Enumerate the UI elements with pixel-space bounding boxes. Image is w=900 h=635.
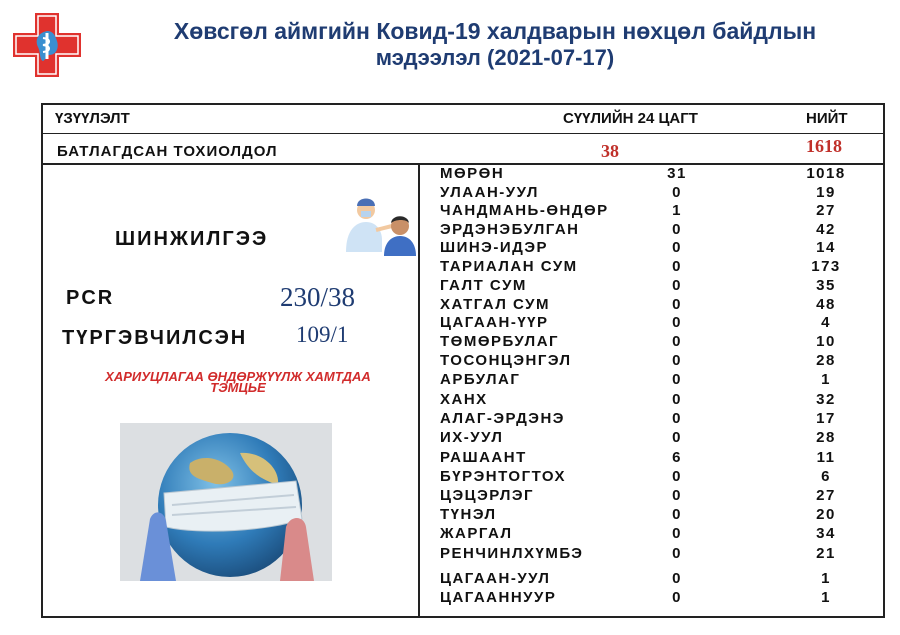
- soum-name: РАШААНТ: [440, 449, 527, 466]
- soum-row: [440, 410, 836, 429]
- soum-name: ЦАГААН-ҮҮР: [440, 314, 549, 331]
- soum-row: [440, 589, 831, 608]
- rapid-test-value: 109/1: [296, 322, 349, 347]
- soum-name: ЦАГААННУУР: [440, 589, 557, 606]
- soum-total: 1: [821, 371, 831, 388]
- tests-label: ШИНЖИЛГЭЭ: [115, 228, 269, 250]
- soum-row: [440, 239, 836, 258]
- soum-name: МӨРӨН: [440, 165, 505, 182]
- soum-last24: 0: [672, 525, 682, 542]
- confirmed-last24-value: 38: [601, 141, 619, 161]
- soum-last24: 31: [667, 165, 687, 182]
- soum-name: ХАНХ: [440, 391, 488, 408]
- soum-last24: 0: [672, 352, 682, 369]
- soum-total: 48: [816, 296, 836, 313]
- soum-name: ЦЭЦЭРЛЭГ: [440, 487, 535, 504]
- soum-total: 1018: [806, 165, 846, 182]
- soum-name: РЕНЧИНЛХҮМБЭ: [440, 545, 584, 562]
- rapid-test-label: ТҮРГЭВЧИЛСЭН: [62, 327, 248, 349]
- soum-total: 20: [816, 506, 836, 523]
- soum-total: 42: [816, 221, 836, 238]
- masked-globe-image: [120, 423, 332, 581]
- soum-last24: 0: [672, 468, 682, 485]
- soum-row: [440, 277, 836, 296]
- doctor-testing-icon: [336, 190, 418, 262]
- soum-last24: 0: [672, 545, 682, 562]
- soum-total: 6: [821, 468, 831, 485]
- soum-row: [440, 371, 831, 390]
- soum-last24: 0: [672, 429, 682, 446]
- soum-total: 1: [821, 589, 831, 606]
- soum-row: [440, 506, 836, 525]
- soum-row: [440, 525, 836, 544]
- soum-name: ТОСОНЦЭНГЭЛ: [440, 352, 572, 369]
- soum-name: ТӨМӨРБУЛАГ: [440, 333, 560, 350]
- soum-total: 27: [816, 202, 836, 219]
- soum-last24: 0: [672, 506, 682, 523]
- soum-name: УЛААН-УУЛ: [440, 184, 539, 201]
- soum-row: [440, 184, 836, 203]
- soum-name: БҮРЭНТОГТОХ: [440, 468, 566, 485]
- soum-total: 11: [816, 449, 836, 466]
- soum-total: 28: [816, 429, 836, 446]
- soum-row: [440, 487, 836, 506]
- pcr-value: 230/38: [280, 282, 356, 312]
- slogan-line2: ТЭМЦЬЕ: [210, 380, 266, 395]
- soum-row: [440, 449, 836, 468]
- soum-row: [440, 296, 836, 315]
- soum-name: ГАЛТ СУМ: [440, 277, 527, 294]
- soum-row: [440, 545, 836, 564]
- soum-name: ЧАНДМАНЬ-ӨНДӨР: [440, 202, 609, 219]
- page-subtitle: мэдээлэл (2021-07-17): [375, 45, 615, 70]
- soum-last24: 0: [672, 410, 682, 427]
- column-divider: [418, 165, 420, 618]
- page-title: Хөвсгөл аймгийн Ковид-19 халдварын нөхцөл байдлын: [173, 18, 817, 44]
- red-cross-logo-icon: [11, 11, 83, 79]
- soum-row: [440, 202, 836, 221]
- soum-row: [440, 314, 831, 333]
- soum-last24: 0: [672, 239, 682, 256]
- soum-last24: 0: [672, 221, 682, 238]
- soum-last24: 0: [672, 487, 682, 504]
- last24-header: СҮҮЛИЙН 24 ЦАГТ: [563, 110, 698, 127]
- soum-total: 27: [816, 487, 836, 504]
- soum-last24: 0: [672, 391, 682, 408]
- soum-row: [440, 429, 836, 448]
- soum-total: 19: [816, 184, 836, 201]
- soum-name: ШИНЭ-ИДЭР: [440, 239, 548, 256]
- soum-last24: 1: [672, 202, 682, 219]
- soum-total: 17: [816, 410, 836, 427]
- soum-total: 173: [811, 258, 841, 275]
- soum-row: [440, 570, 831, 589]
- soum-total: 34: [816, 525, 836, 542]
- soum-row: [440, 165, 846, 184]
- soum-row: [440, 333, 836, 352]
- soum-row: [440, 391, 836, 410]
- soum-total: 35: [816, 277, 836, 294]
- soum-name: АРБУЛАГ: [440, 371, 521, 388]
- soum-last24: 0: [672, 184, 682, 201]
- soum-last24: 0: [672, 570, 682, 587]
- soum-row: [440, 352, 836, 371]
- soum-last24: 0: [672, 314, 682, 331]
- soum-name: ХАТГАЛ СУМ: [440, 296, 550, 313]
- soum-name: ТАРИАЛАН СУМ: [440, 258, 578, 275]
- soum-name: ЖАРГАЛ: [440, 525, 513, 542]
- soum-total: 10: [816, 333, 836, 350]
- soum-row: [440, 468, 831, 487]
- soum-total: 1: [821, 570, 831, 587]
- slogan: [68, 371, 408, 393]
- slogan-line1: ХАРИУЦЛАГАА ӨНДӨРЖҮҮЛЖ ХАМТДАА: [105, 369, 371, 384]
- soum-name: ЦАГААН-УУЛ: [440, 570, 551, 587]
- confirmed-label: БАТЛАГДСАН ТОХИОЛДОЛ: [57, 143, 278, 160]
- soum-name: АЛАГ-ЭРДЭНЭ: [440, 410, 565, 427]
- soum-last24: 0: [672, 589, 682, 606]
- header-divider: [41, 133, 885, 134]
- soum-total: 32: [816, 391, 836, 408]
- soum-total: 28: [816, 352, 836, 369]
- soum-row: [440, 221, 836, 240]
- soum-row: [440, 258, 841, 277]
- soum-total: 4: [821, 314, 831, 331]
- soum-last24: 6: [672, 449, 682, 466]
- soum-last24: 0: [672, 371, 682, 388]
- soum-name: ИХ-УУЛ: [440, 429, 504, 446]
- total-header: НИЙТ: [806, 110, 848, 127]
- soum-total: 14: [816, 239, 836, 256]
- soum-name: ТҮНЭЛ: [440, 506, 497, 523]
- confirmed-total-value: 1618: [806, 136, 842, 156]
- soum-last24: 0: [672, 277, 682, 294]
- soum-last24: 0: [672, 258, 682, 275]
- indicator-header: ҮЗҮҮЛЭЛТ: [55, 110, 130, 127]
- soum-last24: 0: [672, 296, 682, 313]
- soum-total: 21: [816, 545, 836, 562]
- soum-last24: 0: [672, 333, 682, 350]
- pcr-label: PCR: [66, 287, 115, 309]
- soum-name: ЭРДЭНЭБУЛГАН: [440, 221, 580, 238]
